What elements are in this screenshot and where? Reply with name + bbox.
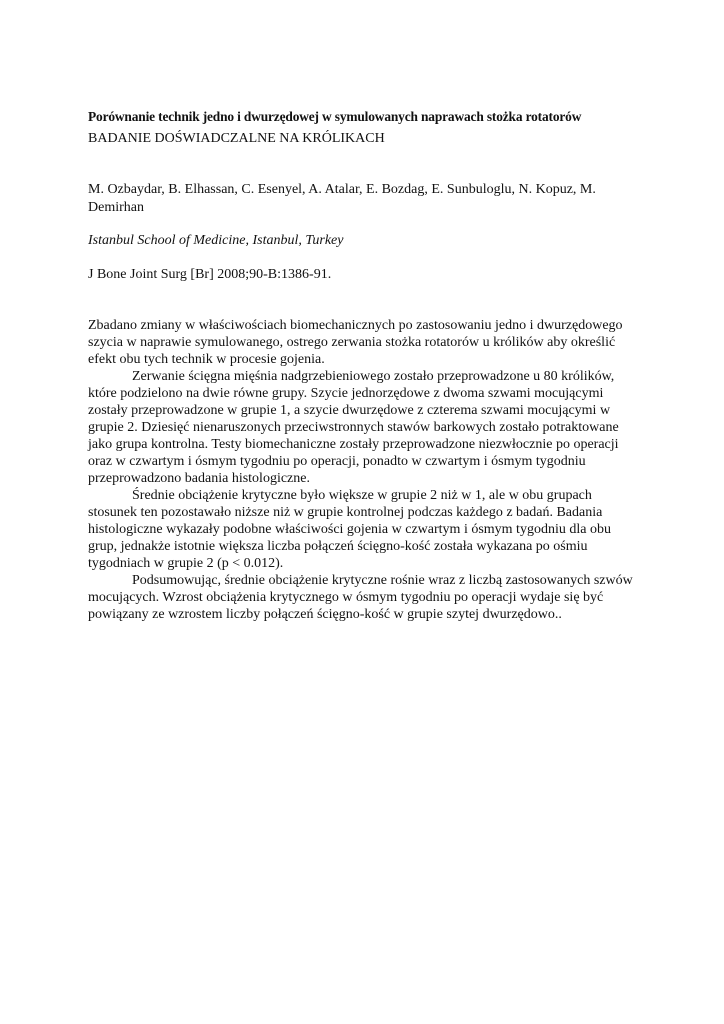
article-subtitle: BADANIE DOŚWIADCZALNE NA KRÓLIKACH xyxy=(88,131,385,146)
journal-citation: J Bone Joint Surg [Br] 2008;90-B:1386-91. xyxy=(88,267,332,282)
article-title: Porównanie technik jedno i dwurzędowej w symulowanych naprawach stożka rotatorów xyxy=(88,109,582,124)
abstract-paragraph-4: Podsumowując, średnie obciążenie krytyczne rośnie wraz z liczbą zastosowanych szwów mocujących. Wzrost obciążenia krytycznego w ósmym tygodniu po operacji wydaje się być powiązany ze wzrostem liczby połączeń ścięgno-kość w grupie szytej dwurzędowo.. xyxy=(88,573,633,622)
abstract-paragraph-3: Średnie obciążenie krytyczne było większe w grupie 2 niż w 1, ale w obu grupach stosunek ten pozostawało niższe niż w grupie kontrolnej podczas każdego z badań. Badania histologiczne wykazały podobne właściwości gojenia w czwartym i ósmym tygodniu dla obu grup, jednakże istotnie większa liczba połączeń ścięgno-kość została wykazana po ośmiu tygodniach w grupie 2 (p < 0.012). xyxy=(88,488,611,571)
author-list: M. Ozbaydar, B. Elhassan, C. Esenyel, A. Atalar, E. Bozdag, E. Sunbuloglu, N. Kopuz, M. Demirhan xyxy=(88,182,596,215)
abstract-paragraph-2: Zerwanie ścięgna mięśnia nadgrzebieniowego zostało przeprowadzone u 80 królików, które podzielono na dwie równe grupy. Szycie jednorzędowe z dwoma szwami mocującymi zostały przeprowadzone w grupie 1, a szycie dwurzędowe z czterema szwami mocującymi w grupie 2. Dziesięć nienaruszonych przeciwstronnych stawów barkowych zostało potraktowane jako grupa kontrolna. Testy biomechaniczne zostały przeprowadzone niezwłocznie po operacji oraz w czwartym i ósmym tygodniu po operacji, ponadto w czwartym i ósmym tygodniu przeprowadzono badania histologiczne. xyxy=(88,369,619,486)
affiliation: Istanbul School of Medicine, Istanbul, Turkey xyxy=(88,233,344,248)
abstract xyxy=(88,317,636,623)
abstract-paragraph-1: Zbadano zmiany w właściwościach biomechanicznych po zastosowaniu jedno i dwurzędowego szycia w naprawie symulowanego, ostrego zerwania stożka rotatorów u królików aby określić efekt obu tych technik w procesie gojenia. xyxy=(88,318,623,367)
